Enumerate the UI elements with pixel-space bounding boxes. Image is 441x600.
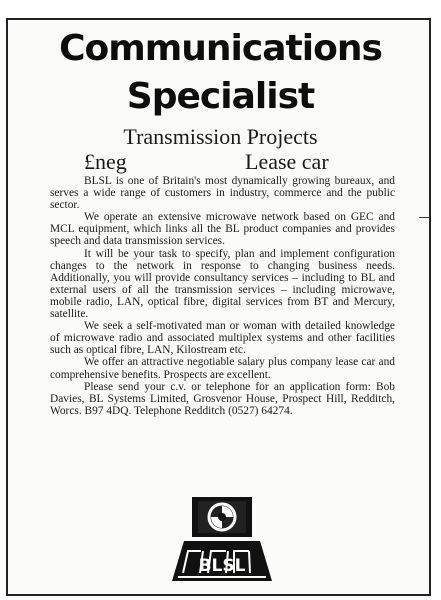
paragraph-offer: We offer an attractive negotiable salary plus company lease car and comprehensive benefits. Prospects are excellent.	[50, 356, 395, 381]
body-text	[50, 175, 395, 417]
headline-line-2: Specialist	[126, 76, 315, 117]
subheading: Transmission Projects	[123, 124, 318, 149]
paragraph-network: We operate an extensive microwave network based on GEC and MCL equipment, which links all the BL product companies and provides speech and data transmission services.	[50, 211, 395, 248]
edge-rule	[419, 217, 429, 218]
logo-lettering: BLSL	[198, 556, 246, 576]
salary: £neg	[84, 149, 127, 174]
paragraph-apply: Please send your c.v. or telephone for an application form: Bob Davies, BL Systems Limited, Grosvenor House, Prospect Hill, Redditch, Worcs. B97 4DQ. Telephone Redditch (0527) 64274.	[50, 380, 395, 417]
paragraph-role: It will be your task to specify, plan and implement configuration changes to the network in response to changing business needs. Additionally, you will provide consultancy services – including to BL and external users of all the transmission services – including microwave, mobile radio, LAN, optical fibre, digital services from BT and Mercury, satellite.	[50, 247, 395, 321]
blsl-logo	[170, 495, 274, 583]
benefit: Lease car	[245, 149, 329, 174]
paragraph-candidate: We seek a self-motivated man or woman with detailed knowledge of microwave radio and associated multiplex systems and other facilities such as optical fibre, LAN, Kilostream etc.	[50, 320, 395, 357]
headline-line-1: Communications	[59, 28, 382, 69]
paragraph-company: BLSL is one of Britain's most dynamically growing bureaux, and serves a wide range of customers in industry, commerce and the public sector.	[50, 175, 395, 212]
